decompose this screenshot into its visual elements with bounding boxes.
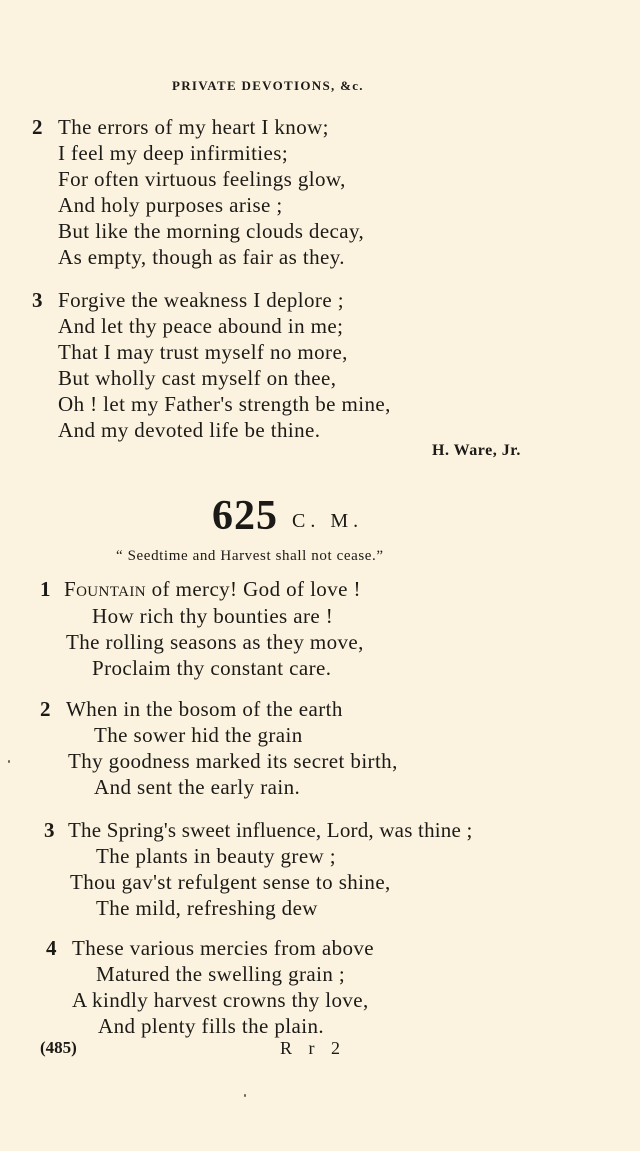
verse-line: Thy goodness marked its secret birth, — [68, 749, 398, 773]
verse-line: The Spring's sweet influence, Lord, was thine ; — [68, 818, 473, 842]
verse-line: Thou gav'st refulgent sense to shine, — [70, 870, 391, 894]
verse-line: How rich thy bounties are ! — [92, 604, 334, 628]
verse-line: And my devoted life be thine. — [58, 418, 321, 442]
verse-line: And holy purposes arise ; — [58, 193, 283, 217]
stanza-number: 3 — [32, 288, 43, 312]
verse-line: Matured the swelling grain ; — [96, 962, 346, 986]
hymn-author: H. Ware, Jr. — [432, 442, 521, 459]
verse-first-line-rest: of mercy! God of love ! — [146, 577, 361, 601]
paper-speck — [8, 760, 10, 763]
page-number: (485) — [40, 1038, 77, 1057]
verse-line: A kindly harvest crowns thy love, — [72, 988, 369, 1012]
verse-line: The sower hid the grain — [94, 723, 303, 747]
verse-line: And let thy peace abound in me; — [58, 314, 344, 338]
stanza-number: 4 — [46, 936, 57, 960]
verse-line: Oh ! let my Father's strength be mine, — [58, 392, 391, 416]
verse-line: The plants in beauty grew ; — [96, 844, 336, 868]
verse-line: And plenty fills the plain. — [98, 1014, 325, 1038]
running-head: PRIVATE DEVOTIONS, &c. — [172, 78, 364, 93]
verse-line: Forgive the weakness I deplore ; — [58, 288, 344, 312]
stanza-number: 2 — [32, 115, 43, 139]
verse-line-first — [64, 576, 361, 602]
hymn-number: 625 — [212, 493, 278, 539]
verse-line: The rolling seasons as they move, — [66, 630, 364, 654]
stanza-number: 2 — [40, 697, 51, 721]
verse-line: That I may trust myself no more, — [58, 340, 348, 364]
paper-speck — [244, 1094, 246, 1097]
verse-line: The mild, refreshing dew — [96, 896, 318, 920]
signature-mark: R r 2 — [280, 1038, 346, 1058]
verse-line: These various mercies from above — [72, 936, 375, 960]
verse-line: But like the morning clouds decay, — [58, 219, 365, 243]
verse-line: The errors of my heart I know; — [58, 115, 329, 139]
verse-first-word: Fountain — [64, 577, 146, 601]
stanza-number: 3 — [44, 818, 55, 842]
verse-line: For often virtuous feelings glow, — [58, 167, 346, 191]
verse-line: As empty, though as fair as they. — [58, 245, 345, 269]
hymn-meter: C. M. — [292, 510, 364, 532]
verse-line: I feel my deep infirmities; — [58, 141, 289, 165]
verse-line: When in the bosom of the earth — [66, 697, 343, 721]
verse-line: And sent the early rain. — [94, 775, 301, 799]
verse-line: Proclaim thy constant care. — [92, 656, 332, 680]
hymn-title: “ Seedtime and Harvest shall not cease.” — [116, 548, 384, 564]
stanza-number: 1 — [40, 577, 51, 601]
verse-line: But wholly cast myself on thee, — [58, 366, 337, 390]
